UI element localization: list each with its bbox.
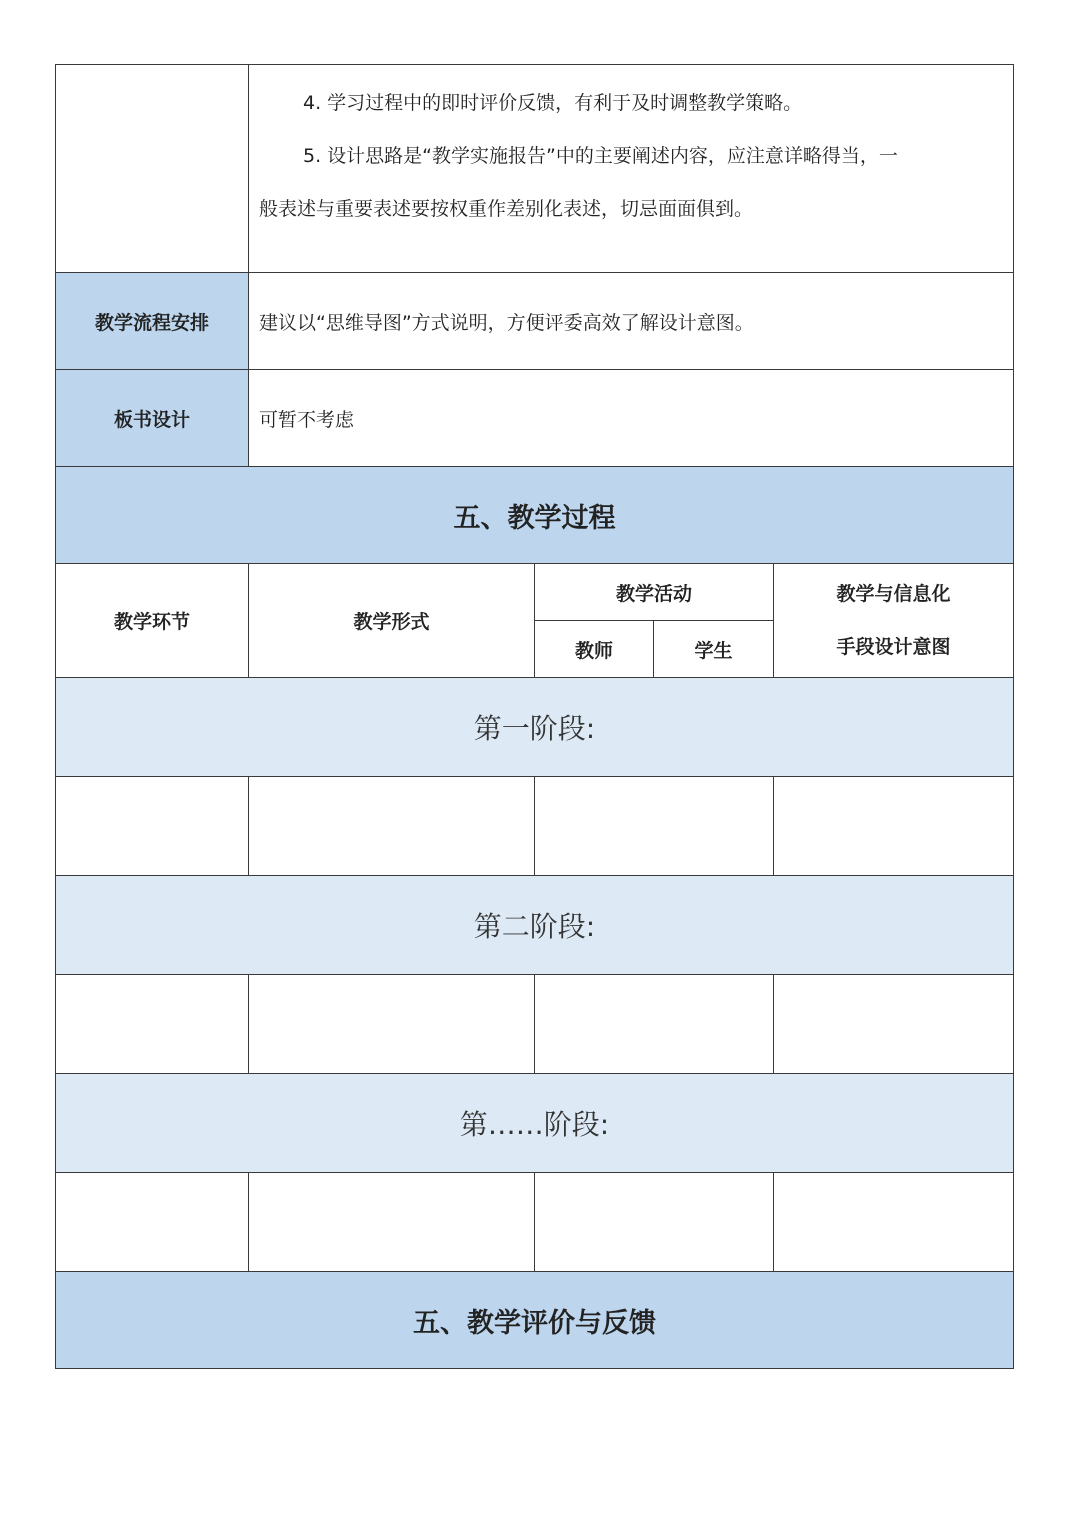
header-intent-line2: 手段设计意图 [836, 635, 951, 658]
activity-cell [535, 777, 774, 876]
phase-row [56, 678, 1014, 777]
note-item-5: 5. 设计思路是“教学实施报告”中的主要阐述内容，应注意详略得当，一 [303, 145, 898, 167]
section-title-process: 五、教学过程 [56, 467, 1014, 564]
header-intent-line1: 教学与信息化 [836, 582, 951, 605]
header-stage: 教学环节 [56, 564, 249, 678]
phase-title-2: 第二阶段: [56, 876, 1014, 975]
header-teacher: 教师 [535, 621, 654, 678]
intent-cell [774, 975, 1014, 1074]
phase-content-row [56, 777, 1014, 876]
stage-cell [56, 975, 249, 1074]
form-cell [249, 777, 535, 876]
phase-content-row [56, 975, 1014, 1074]
activity-cell [535, 975, 774, 1074]
header-activity: 教学活动 [535, 564, 774, 621]
note-item-5-continued: 般表述与重要表述要按权重作差别化表述，切忌面面俱到。 [259, 198, 754, 220]
phase-title-1: 第一阶段: [56, 678, 1014, 777]
flow-content: 建议以“思维导图”方式说明，方便评委高效了解设计意图。 [249, 273, 1014, 370]
stage-cell [56, 777, 249, 876]
intent-cell [774, 777, 1014, 876]
empty-label-cell [56, 65, 249, 273]
design-notes-cell [249, 65, 1014, 273]
column-header-row [56, 564, 1014, 621]
section-title-evaluation: 五、教学评价与反馈 [56, 1272, 1014, 1369]
phase-row [56, 876, 1014, 975]
design-notes-row [56, 65, 1014, 273]
header-student: 学生 [654, 621, 774, 678]
evaluation-heading-row [56, 1272, 1014, 1369]
flow-label: 教学流程安排 [56, 273, 249, 370]
board-content: 可暂不考虑 [249, 370, 1014, 467]
note-item-4: 4. 学习过程中的即时评价反馈，有利于及时调整教学策略。 [303, 92, 803, 114]
header-form: 教学形式 [249, 564, 535, 678]
phase-title-n: 第……阶段: [56, 1074, 1014, 1173]
board-row [56, 370, 1014, 467]
phase-content-row [56, 1173, 1014, 1272]
activity-cell [535, 1173, 774, 1272]
form-cell [249, 975, 535, 1074]
stage-cell [56, 1173, 249, 1272]
flow-row [56, 273, 1014, 370]
process-heading-row [56, 467, 1014, 564]
board-label: 板书设计 [56, 370, 249, 467]
lesson-plan-table [55, 64, 1014, 1369]
intent-cell [774, 1173, 1014, 1272]
phase-row [56, 1074, 1014, 1173]
form-cell [249, 1173, 535, 1272]
header-intent [774, 564, 1014, 678]
